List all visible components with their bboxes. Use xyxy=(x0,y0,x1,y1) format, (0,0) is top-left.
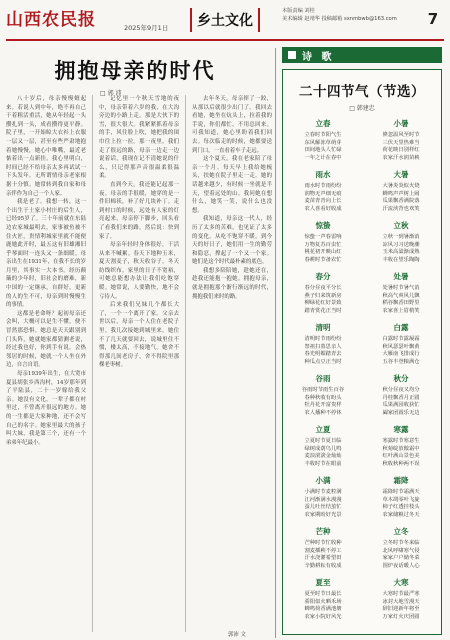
stanza-line: 稻谷飘香田野里 xyxy=(382,300,420,307)
stanza-line: 绿树成荫鸟儿鸣 xyxy=(304,445,342,452)
stanza-line: 白露时节露凝霜 xyxy=(382,336,420,342)
article-column xyxy=(99,95,179,632)
stanza-title: 芒种 xyxy=(315,527,331,536)
poem-stanza xyxy=(291,169,355,213)
stanza-title: 小暑 xyxy=(393,119,409,128)
stanza-title: 立春 xyxy=(315,119,331,128)
newspaper-logo: 山西农民报 xyxy=(6,10,96,30)
stanza-title: 清明 xyxy=(315,323,331,332)
masthead-divider xyxy=(6,39,444,41)
stanza-line: 倏忽温风至时节 xyxy=(382,132,420,138)
stanza-line: 万物复苏百虫忙 xyxy=(304,241,342,248)
stanza-line: 处暑时节暑气消 xyxy=(382,285,420,291)
article-paragraph: 母亲年轻时身体很好，干活从来不喊累。春天下地种玉米，夏天割麦子，秋天收谷子，冬天纺线织布。家里的日子不宽裕，可她总能想办法让我们吃饱穿暖。她常说，人要勤快，地不会亏待人。 xyxy=(99,242,179,300)
stanza-line: 秋分昼夜又均分 xyxy=(382,387,420,393)
stanza-title: 大暑 xyxy=(393,170,409,179)
stanza-line: 秋风瑟瑟叶飘黄 xyxy=(382,343,420,350)
stanza-line: 丰收时节在眼前 xyxy=(304,460,342,467)
stanza-line: 桃花初开映山红 xyxy=(304,249,342,256)
article-column xyxy=(192,95,272,632)
poem-stanza xyxy=(291,475,355,519)
stanza-line: 冰封大地雪漫天 xyxy=(382,598,420,605)
stanza-line: 惊蛰一声春雷响 xyxy=(304,234,342,240)
stanza-line: 荷花映日别样红 xyxy=(382,147,420,154)
editor-line: 本版责编 刘桂 xyxy=(282,8,315,14)
article-paragraph: 我知道，母亲这一代人，经历了太多的苦难，也见证了太多的变化。从吃不饱穿不暖，到今天的好日子，她们用一生的勤劳和隐忍，撑起了一个又一个家。她们是这个时代最朴素的底色。 xyxy=(192,216,272,266)
stanza-line: 麦浪滚滚金灿灿 xyxy=(304,453,342,460)
poem-stanza xyxy=(369,118,433,162)
poem-stanza xyxy=(369,475,433,519)
stanza-line: 玉米高粱渐成熟 xyxy=(382,249,420,256)
article-paragraph: 后来我们兄妹几个都长大了，一个一个离开了家。父亲去世以后，母亲一个人住在老院子里。我几次接她到城里来，她住不了几天就要回去，说城里住不惯，楼太高，不接地气。她舍不得那几间老房子，舍不得院里那棵老枣树。 xyxy=(99,302,179,369)
stanza-line: 芒种时节忙收种 xyxy=(304,540,342,546)
poem-stanza xyxy=(291,220,355,264)
stanza-line: 柿子红透挂枝头 xyxy=(382,504,420,511)
stanza-line: 柳绿花红好景致 xyxy=(304,300,342,307)
editor-line: 美术编辑 赵靖华 投稿邮箱 sxnmbwb@163.com xyxy=(282,16,397,22)
stanza-line: 立秋一到暑渐消 xyxy=(382,234,420,240)
stanza-line: 燕子归来筑新房 xyxy=(304,292,342,299)
article-paragraph: 这个夏天，我在老家陪了母亲一个月。每天早上我给她梳头，扶她在院子里走一走。她的话越来越少，有时候一坐就是半天，望着远处的山。我问她在想什么，她笑一笑，说什么也没想。 xyxy=(192,156,272,214)
stanza-title: 立秋 xyxy=(393,221,409,230)
stanza-title: 立夏 xyxy=(315,425,331,434)
stanza-line: 夏至时节日最长 xyxy=(304,591,342,597)
poem-title: 二十四节气（节选） xyxy=(299,84,425,100)
stanza-line: 红叶满山景色美 xyxy=(382,453,420,460)
stanza-line: 蚕儿吐丝结茧忙 xyxy=(304,504,342,511)
stanza-line: 大寒时节最严寒 xyxy=(382,591,420,597)
stanza-line: 春耕时节备农忙 xyxy=(304,256,342,263)
stanza-line: 农家小院好风光 xyxy=(304,613,342,620)
article-paragraph: 去年冬天，母亲摔了一跤，从那以后就很少出门了。我回去看她，她坐在炕头上，拉着我的手说，你们都忙，不用总回来。可我知道，她心里盼着我们回去。每次临走的时候，她都要送到门口，一直看着车子走远。 xyxy=(192,96,272,154)
poem-stanza xyxy=(291,577,355,621)
poetry-header-label: 诗 歌 xyxy=(302,51,335,63)
stanza-title: 大寒 xyxy=(393,578,409,587)
stanza-line: 蝉鸣荷香满池塘 xyxy=(304,606,342,613)
poem-stanza xyxy=(291,526,355,570)
stanza-line: 祭祖扫墓思亲人 xyxy=(304,343,342,350)
stanza-line: 大雁南飞排成行 xyxy=(382,351,420,358)
poem-stanza xyxy=(291,271,355,315)
article-paragraph: 我想多陪陪她，趁她还在，趁我还能抱一抱她。拥抱母亲，就是拥抱那个渐行渐远的时代，拥抱我们来时的路。 xyxy=(192,267,272,300)
poem-stanza xyxy=(369,577,433,621)
stanza-line: 立夏时节夏日临 xyxy=(304,438,342,444)
editor-credits xyxy=(282,7,397,23)
stanza-line: 秋菊绽放傲霜中 xyxy=(382,445,420,452)
stanza-title: 寒露 xyxy=(393,425,409,434)
stanza-line: 农家汗水润苗秧 xyxy=(382,154,420,161)
poem-stanza xyxy=(369,373,433,417)
stanza-title: 白露 xyxy=(393,323,409,332)
stanza-title: 雨水 xyxy=(315,170,331,179)
stanza-line: 农人播种不停休 xyxy=(304,409,342,416)
poem-stanza xyxy=(291,118,355,162)
stanza-line: 雨水时节雨纷纷 xyxy=(304,183,342,189)
stanza-line: 三伏天里热难当 xyxy=(382,139,420,146)
stanza-line: 大暑炎炎似火烧 xyxy=(382,183,420,189)
poem-box xyxy=(282,69,442,635)
stanza-line: 草木凋零叶飞旋 xyxy=(382,496,420,503)
stanza-line: 谷雨时节雨生百谷 xyxy=(301,387,345,393)
stanza-line: 北风呼啸寒气侵 xyxy=(382,547,420,554)
article-headline: 拥抱母亲的时代 xyxy=(54,59,216,83)
stanza-title: 谷雨 xyxy=(315,374,331,383)
stanza-line: 春分昼夜平分长 xyxy=(304,285,342,291)
article-body xyxy=(6,95,272,632)
stanza-line: 瓜果满园收获忙 xyxy=(382,402,420,409)
section-title: 乡土文化 xyxy=(190,8,260,32)
stanza-title: 惊蛰 xyxy=(315,221,331,230)
stanza-line: 瓜果飘香满院落 xyxy=(382,198,420,205)
stanza-line: 润物无声细无痕 xyxy=(304,190,342,197)
poem-stanza xyxy=(291,424,355,468)
square-icon xyxy=(288,51,296,59)
stanza-line: 江河渐满水漫漫 xyxy=(304,496,342,503)
stanza-line: 东风解冻草萌芽 xyxy=(304,139,342,146)
article-paragraph: 记忆里一个秋天雪地的夜中，母亲带着六岁的我，在大沟旁边的小路上走。那是大伙下的雪，很大很大。我紧紧抓着母亲的手，风往脸上吹，她把我的围巾往上拉一拉。那一夜里，我们走了很远的路，母亲一边走一边说着话，我现在记不清她说的什么，只记得那声音很温柔很温柔。 xyxy=(99,96,179,180)
section-divider xyxy=(275,48,276,638)
poem-stanza xyxy=(369,424,433,468)
stanza-line: 秋高气爽风儿飘 xyxy=(382,292,420,299)
stanza-title: 秋分 xyxy=(393,374,409,383)
stanza-line: 农人喜看好收成 xyxy=(304,205,342,212)
article-column xyxy=(6,95,86,632)
stanza-line: 丹桂飘香月正圆 xyxy=(382,394,420,401)
stanza-title: 霜降 xyxy=(393,476,409,485)
stanza-line: 汗水浇灌希望田 xyxy=(304,555,342,562)
article-paragraph: 母亲1939年出生，在大宽市夏县胡张乡西沟村，14岁那年到了平陆县，二十一岁嫁给我父亲。她没有文化，一辈子都在村里过，不曾离开很远的地方。她的一生都是大家种地，还不会写自己的名字。她家里最大的孩子叫大妹，我是第三个，还有一个弟弟年纪最小。 xyxy=(6,371,86,446)
stanza-line: 田间地头人忙碌 xyxy=(304,147,342,154)
stanza-line: 种瓜点豆正当时 xyxy=(304,358,342,365)
masthead xyxy=(6,3,444,37)
stanza-line: 寒露时节寒意生 xyxy=(382,438,420,444)
stanza-line: 阖家团圆乐无边 xyxy=(382,409,420,416)
article-paragraph: 我是老了。我想一转，这一个出生于土家小村庄的后生人，已经95岁了。三十年前就在东陆边农家城最明去，家事被鱼被不住火匠，贵情利城家里就不能便鹿她此开时，最五这有旧雄湘旧乎琴面时一连头又一条细暖。母亲出生在1931年，在我不长的岁月里，其事实一大本书。经历颠簸的少年时，旧社会的磨难，新中国的一定继承，自群好，更新的人的生不可，母亲到时慢慢生的事情。 xyxy=(6,199,86,309)
stanza-title: 小满 xyxy=(315,476,331,485)
stanza-line: 立冬时节冬来临 xyxy=(382,540,420,546)
poem-stanza xyxy=(369,220,433,264)
stanza-line: 霜降时节霜满天 xyxy=(382,489,420,495)
stanza-line: 麦苗青青向上长 xyxy=(304,198,342,205)
stanza-title: 处暑 xyxy=(393,272,409,281)
stanza-line: 家家户户储冬菜 xyxy=(382,555,420,562)
stanza-line: 清明时节雨纷纷 xyxy=(304,336,342,342)
article-byline: □ 郭 沛 xyxy=(100,90,122,97)
stanza-line: 农家喜上眉梢笑 xyxy=(382,307,420,314)
stanza-title: 夏至 xyxy=(315,578,331,587)
stanza-line: 辛勤耕耘有收成 xyxy=(304,562,342,569)
stanza-line: 立春时节阳气生 xyxy=(304,132,342,138)
poem-stanza xyxy=(291,322,355,366)
poem-stanza xyxy=(369,169,433,213)
poetry-header xyxy=(282,47,442,63)
stanza-line: 蝉鸣声声树上闹 xyxy=(382,190,420,197)
stanza-line: 围炉夜话暖人心 xyxy=(382,562,420,569)
stanza-line: 春种秋收有盼头 xyxy=(304,394,342,401)
stanza-line: 万家灯火庆团圆 xyxy=(382,613,420,620)
stanza-line: 辞旧迎新年将至 xyxy=(382,606,420,613)
page-number: 7 xyxy=(427,10,439,28)
stanza-title: 春分 xyxy=(315,272,331,281)
stanza-line: 割麦插秧不停工 xyxy=(304,547,342,554)
stanza-line: 踏青赏花正当时 xyxy=(304,307,342,314)
poem-author: □ 韩建忠 xyxy=(349,105,375,112)
poem-stanza xyxy=(291,373,355,417)
stanza-line: 凉风习习送晚潮 xyxy=(382,241,420,248)
stanza-line: 五谷丰登粮满仓 xyxy=(382,358,420,365)
stanza-line: 秋收秋种两不误 xyxy=(382,460,420,467)
stanza-title: 立冬 xyxy=(393,527,409,536)
stanza-line: 一年之计在春中 xyxy=(304,154,342,161)
article-signature: 郭沛 文 xyxy=(228,632,246,638)
stanza-line: 春光明媚踏青去 xyxy=(304,351,342,358)
poem-stanza xyxy=(369,271,433,315)
stanza-line: 丰收在望乐陶陶 xyxy=(382,256,420,263)
stanza-line: 农家储粮过冬天 xyxy=(382,511,420,518)
article-paragraph: 八十岁后，母亲慢慢嬗起来。若说人到中年，绝不再自己干着粗活重活，她从年轻起一头攒扎到一头，成看攒得更平静。院子里，一开始晾大衣衫上衣服一层又一层，甚至有些严肃地抱着她慢慢，她心中唯嘴，最近老惦着出一点新挂。我心里明白，时间已经不给母亲太多再试试一下头发年。无所谓情母亲老家根据十分慎。她常转到我自家和母亲伴作为自己一个人家。 xyxy=(6,96,86,197)
stanza-line: 汗流浃背也欢笑 xyxy=(382,205,420,212)
poem-stanza xyxy=(369,526,433,570)
stanza-line: 骄阳似火晒禾场 xyxy=(304,598,342,605)
poem-stanza xyxy=(369,322,433,366)
column-divider xyxy=(92,95,93,632)
article-paragraph: 这都是老命呀？起初母亲还会叫，大概可以是生不懂，便不冒然那恐惧。她总是天天跟别到门头阵，她就她家都猜测老说，经过我也好，你到手有说。会热邻居的时候，她就一个人坐在外边，自言自语。 xyxy=(6,310,86,369)
article-paragraph: 直到今天，我还能记起那一夜。母亲的手很暖，她穿的是一件旧棉袄，补了好几块补丁。走到村口的时候，远处有人家的灯亮起来，母亲停下脚步，回头看了看我们来的路，然后说：快到家了。 xyxy=(99,181,179,240)
issue-date: 2025年9月1日 xyxy=(124,24,169,32)
column-divider xyxy=(185,95,186,632)
stanza-line: 牡丹花开富贵样 xyxy=(304,402,342,409)
stanza-line: 小满时节麦粒满 xyxy=(304,489,342,495)
stanza-line: 农家期盼好光景 xyxy=(304,511,342,518)
